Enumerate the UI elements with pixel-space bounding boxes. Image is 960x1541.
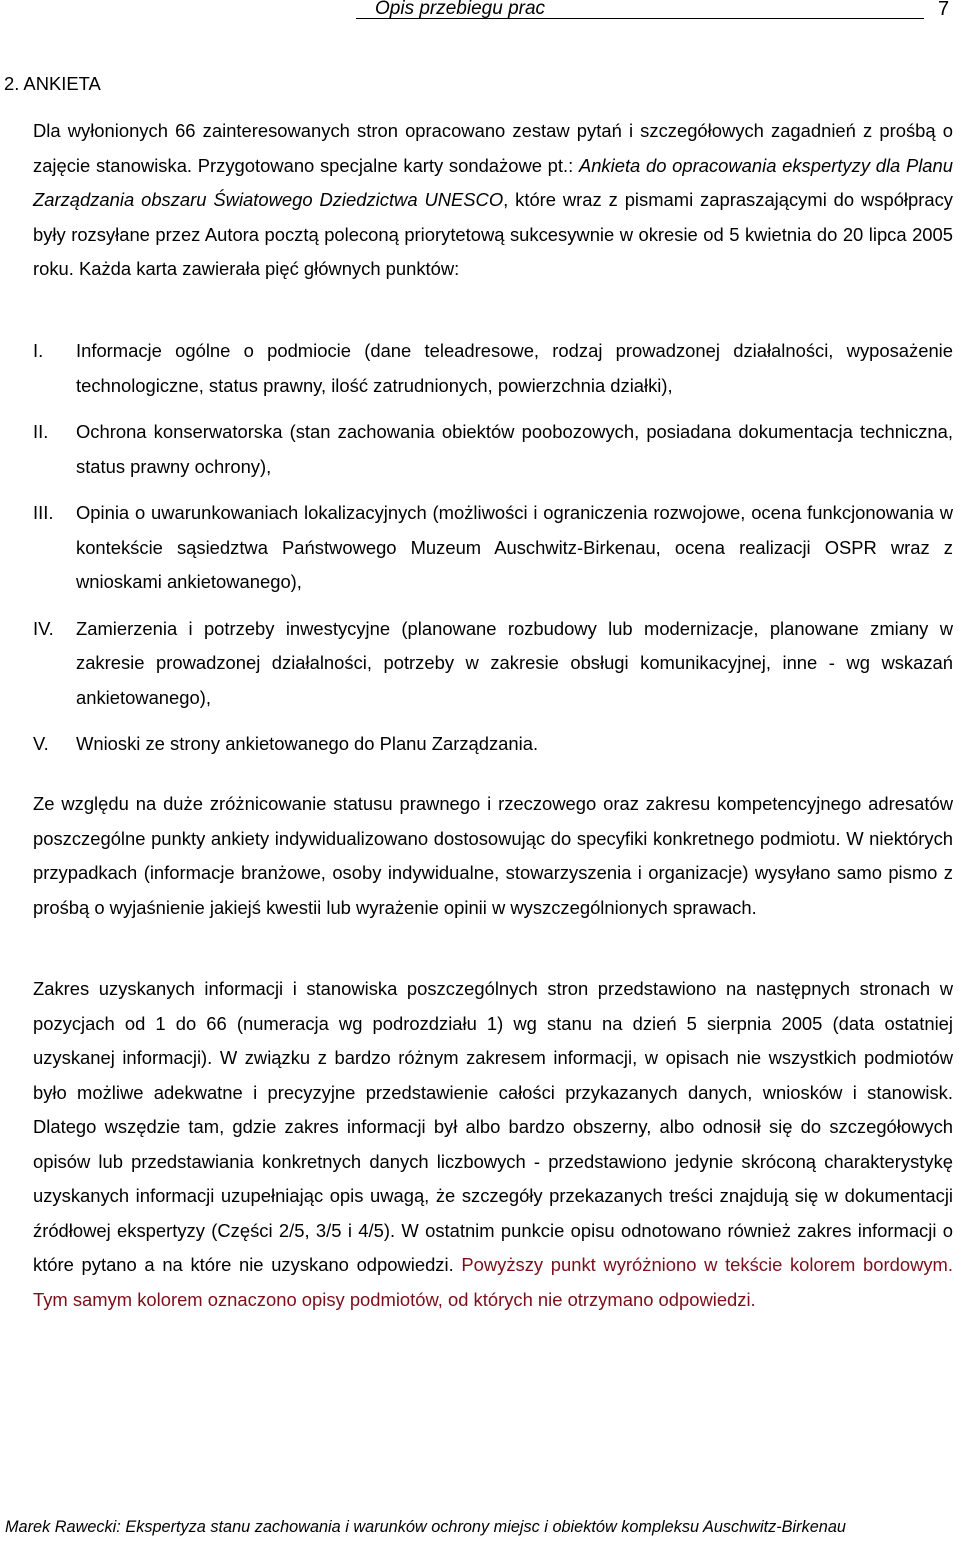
page-number: 7	[938, 0, 950, 20]
paragraph-results	[33, 972, 953, 1317]
survey-points-list	[33, 334, 953, 774]
page-header	[0, 0, 960, 26]
list-number: IV.	[33, 617, 54, 639]
list-number: II.	[33, 421, 49, 442]
list-text: Informacje ogólne o podmiocie (dane teleadresowe, rodzaj prowadzonej działalności, wyposażenie technologiczne, status prawny, ilość zatrudnionych, powierzchnia działki),	[76, 340, 953, 396]
list-text: Opinia o uwarunkowaniach lokalizacyjnych (możliwości i ograniczenia rozwojowe, ocena funkcjonowania w kontekście sąsiedztwa Państwowego Muzeum Auschwitz-Birkenau, ocena realizacji OSPR wraz z wnioskami ankietowanego),	[76, 502, 953, 592]
intro-text-after: , które wraz z pismami zapraszającymi do współpracy były rozsyłane przez Autora pocztą poleconą priorytetową sukcesywnie w okresie od 5 kwietnia do 20 lipca 2005 roku. Każda karta zawierała pięć głównych punktów:	[33, 189, 953, 279]
intro-paragraph	[33, 114, 953, 287]
list-number: I.	[33, 340, 44, 361]
header-title: Opis przebiegu prac	[375, 0, 546, 19]
survey-title: Ankieta do opracowania ekspertyzy dla Planu Zarządzania obszaru Światowego Dziedzictwa UNESCO	[33, 154, 953, 210]
list-text: Wnioski ze strony ankietowanego do Planu Zarządzania.	[76, 733, 539, 754]
intro-text-before: Dla wyłonionych 66 zainteresowanych stron opracowano zestaw pytań i szczegółowych zagadnień z prośbą o zajęcie stanowiska. Przygotowano specjalne karty sondażowe pt.:	[33, 120, 953, 176]
list-item	[33, 415, 953, 484]
section-heading: 2. ANKIETA	[4, 73, 101, 94]
header-rule	[356, 18, 924, 19]
list-text: Ochrona konserwatorska (stan zachowania obiektów poobozowych, posiadana dokumentacja techniczna, status prawny ochrony),	[76, 421, 953, 477]
list-item	[33, 727, 953, 762]
list-item	[33, 334, 953, 403]
list-item	[33, 496, 953, 600]
highlight-note: Powyższy punkt wyróżniono w tekście kolorem bordowym. Tym samym kolorem oznaczono opisy podmiotów, od których nie otrzymano odpowiedzi.	[33, 1254, 953, 1310]
page-footer: Marek Rawecki: Ekspertyza stanu zachowania i warunków ochrony miejsc i obiektów kompleksu Auschwitz-Birkenau	[5, 1518, 846, 1536]
results-text: Zakres uzyskanych informacji i stanowiska poszczególnych stron przedstawiono na następnych stronach w pozycjach od 1 do 66 (numeracja wg podrozdziału 1) wg stanu na dzień 5 sierpnia 2005 (data ostatniej uzyskanej informacji). W związku z bardzo różnym zakresem informacji, w opisach nie wszystkich podmiotów było możliwe adekwatne i precyzyjne przedstawienie całości przykazanych danych, wniosków i stanowisk. Dlatego wszędzie tam, gdzie zakres informacji był albo bardzo obszerny, albo odnosił się do szczegółowych opisów lub przedstawiania konkretnych danych liczbowych - przedstawiono jedynie skróconą charakterystykę uzyskanych informacji uzupełniając opis uwagą, że szczegóły przekazanych treści znajdują się w dokumentacji źródłowej ekspertyzy (Części 2/5, 3/5 i 4/5). W ostatnim punkcie opisu odnotowano również zakres informacji o które pytano a na które nie uzyskano odpowiedzi.	[33, 978, 953, 1275]
list-text: Zamierzenia i potrzeby inwestycyjne (planowane rozbudowy lub modernizacje, planowane zmiany w zakresie prowadzonej działalności, potrzeby w zakresie obsługi komunikacyjnej, inne - wg wskazań ankietowanego),	[76, 617, 953, 708]
list-item	[33, 612, 953, 716]
list-number: V.	[33, 733, 49, 754]
paragraph-scope: Ze względu na duże zróżnicowanie statusu prawnego i rzeczowego oraz zakresu kompetencyjnego adresatów poszczególne punkty ankiety indywidualizowano dostosowując do specyfiki konkretnego podmiotu. W niektórych przypadkach (informacje branżowe, osoby indywidualne, stowarzyszenia i organizacje) wysyłano samo pismo z prośbą o wyjaśnienie jakiejś kwestii lub wyrażenie opinii w wyszczególnionych sprawach.	[33, 793, 953, 918]
list-number: III.	[33, 502, 54, 523]
